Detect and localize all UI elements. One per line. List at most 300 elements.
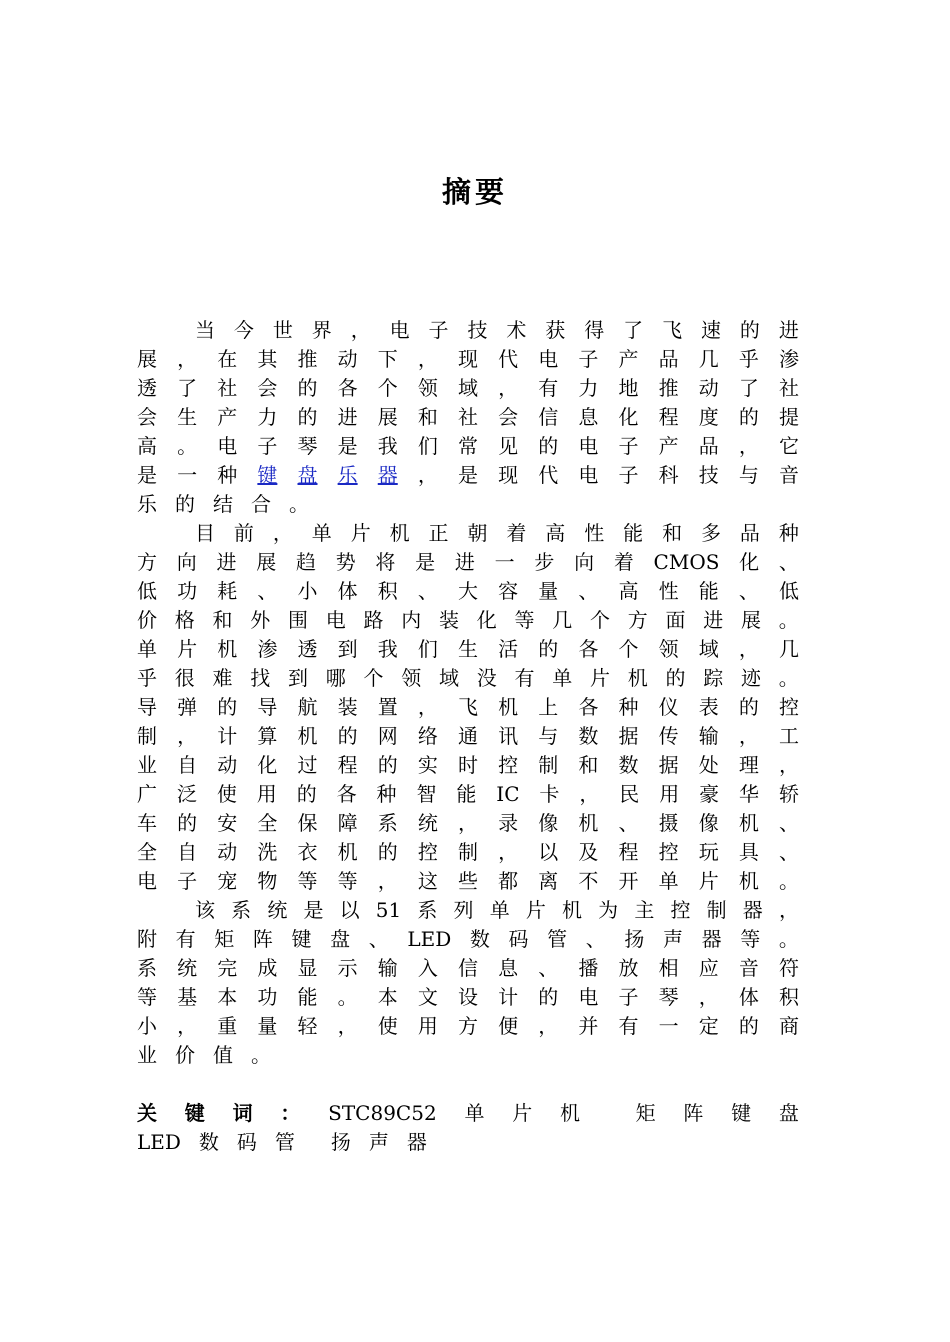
text-token: 会 <box>257 376 278 400</box>
text-token: 社 <box>779 376 799 400</box>
text-token: ， <box>337 1014 358 1038</box>
text-token: 一 <box>658 1014 679 1038</box>
text-token: 下 <box>377 347 398 371</box>
keyword-token: 管 <box>274 1130 295 1154</box>
text-token: 它 <box>779 434 799 458</box>
text-token: 系 <box>377 811 398 835</box>
text-token: IC <box>496 782 520 806</box>
text-token: 全 <box>137 840 157 864</box>
text-token: 到 <box>288 666 308 690</box>
text-token: ， <box>417 347 438 371</box>
text-token: 力 <box>578 376 599 400</box>
text-token: 讯 <box>498 724 519 748</box>
text-token: 动 <box>337 347 358 371</box>
text-token: 盘 <box>330 927 351 951</box>
text-token: 数 <box>618 753 639 777</box>
text-token: 种 <box>217 463 238 487</box>
text-token: 和 <box>578 753 599 777</box>
keyboard-instrument-link[interactable]: 乐 <box>337 463 358 487</box>
text-token: 片 <box>525 898 546 922</box>
keyword-token: 片 <box>512 1101 533 1125</box>
text-token: 推 <box>658 376 679 400</box>
text-token: 。 <box>251 1043 271 1067</box>
keyboard-instrument-link[interactable]: 键 <box>257 463 278 487</box>
text-token: ， <box>417 695 438 719</box>
text-token: 化 <box>476 608 497 632</box>
text-token: ， <box>350 318 371 342</box>
text-token: 们 <box>417 434 438 458</box>
text-token: 与 <box>538 724 559 748</box>
text-token: 、 <box>538 956 559 980</box>
text-token: 入 <box>417 956 438 980</box>
text-token: 几 <box>552 608 573 632</box>
text-token: 种 <box>778 521 799 545</box>
text-token: 理 <box>738 753 759 777</box>
text-token: 本 <box>377 985 398 1009</box>
text-token: 踪 <box>703 666 724 690</box>
keyword-token: 盘 <box>778 1101 799 1125</box>
text-token: 算 <box>257 724 278 748</box>
text-token: ， <box>417 463 438 487</box>
text-token: 合 <box>251 492 271 516</box>
text-token: 。 <box>289 492 309 516</box>
text-token: 以 <box>538 840 559 864</box>
text-token: 装 <box>439 608 459 632</box>
text-token: 代 <box>538 463 559 487</box>
keyword-token: 机 <box>560 1101 581 1125</box>
text-token: 衣 <box>297 840 318 864</box>
text-token: 输 <box>698 724 719 748</box>
text-token: 没 <box>476 666 497 690</box>
text-token: 本 <box>217 985 238 1009</box>
text-token: 个 <box>590 608 610 632</box>
keyword-token: 扬 <box>330 1130 351 1154</box>
text-token: 会 <box>137 405 157 429</box>
text-token: ， <box>738 434 759 458</box>
keywords-label: 关 <box>137 1101 157 1125</box>
text-token: 飞 <box>662 318 683 342</box>
text-token: 使 <box>216 782 237 806</box>
text-token: 将 <box>375 550 396 574</box>
text-line <box>137 925 799 954</box>
text-token: 系 <box>137 956 157 980</box>
text-line <box>137 403 799 432</box>
text-token: 开 <box>618 869 639 893</box>
text-token: 和 <box>212 608 233 632</box>
text-line <box>137 432 799 461</box>
text-token: 积 <box>377 579 398 603</box>
text-token: 我 <box>377 637 398 661</box>
keywords-label: 键 <box>184 1101 205 1125</box>
text-token: 相 <box>658 956 679 980</box>
keyword-token: STC89C52 <box>328 1101 437 1125</box>
text-token: 前 <box>233 521 254 545</box>
text-token: 宠 <box>217 869 238 893</box>
text-token: 世 <box>272 318 293 342</box>
text-token: 音 <box>738 956 759 980</box>
text-token: 、 <box>368 927 389 951</box>
text-token: 社 <box>458 405 478 429</box>
text-token: 的 <box>175 492 195 516</box>
text-token: ， <box>779 753 799 777</box>
keyboard-instrument-link[interactable]: 盘 <box>297 463 318 487</box>
text-token: 机 <box>562 898 583 922</box>
text-line <box>137 664 799 693</box>
text-token: 等 <box>740 927 761 951</box>
text-token: 我 <box>377 434 398 458</box>
text-token: 是 <box>415 550 436 574</box>
text-token: 性 <box>584 521 605 545</box>
text-token: 为 <box>598 898 619 922</box>
text-token: 体 <box>337 579 358 603</box>
text-token: 使 <box>377 1014 398 1038</box>
text-token: 泛 <box>176 782 197 806</box>
text-token: 很 <box>174 666 195 690</box>
text-token: 航 <box>297 695 318 719</box>
text-token: 用 <box>417 1014 438 1038</box>
text-token: 的 <box>738 405 759 429</box>
text-token: 这 <box>417 869 438 893</box>
text-token: 统 <box>417 811 438 835</box>
text-token: 都 <box>498 869 519 893</box>
text-line <box>137 722 799 751</box>
text-token: 仪 <box>658 695 679 719</box>
text-token: 是 <box>303 898 324 922</box>
text-token: 机 <box>738 811 759 835</box>
text-token: 透 <box>137 376 157 400</box>
text-token: 弹 <box>177 695 198 719</box>
text-token: 积 <box>779 985 799 1009</box>
text-line <box>137 693 799 722</box>
text-token: 小 <box>297 579 318 603</box>
text-token: 设 <box>458 985 478 1009</box>
text-token: 像 <box>538 811 559 835</box>
text-token: 围 <box>288 608 308 632</box>
text-token: 表 <box>698 695 719 719</box>
text-token: 得 <box>584 318 605 342</box>
text-token: 有 <box>618 1014 639 1038</box>
text-token: 音 <box>779 463 799 487</box>
text-token: 键 <box>291 927 312 951</box>
text-token: 的 <box>337 724 358 748</box>
text-token: 有 <box>514 666 535 690</box>
text-token: 传 <box>658 724 679 748</box>
text-token: 、 <box>578 579 599 603</box>
text-token: 动 <box>217 753 238 777</box>
text-token: 界 <box>311 318 332 342</box>
text-token: 示 <box>337 956 358 980</box>
text-token: 价 <box>175 1043 195 1067</box>
text-token: 、 <box>779 840 799 864</box>
text-token: 电 <box>217 434 238 458</box>
text-token: 量 <box>538 579 559 603</box>
text-token: 产 <box>618 347 639 371</box>
text-token: 通 <box>458 724 478 748</box>
text-token: 单 <box>311 521 332 545</box>
text-token: 今 <box>233 318 254 342</box>
text-token: 社 <box>217 376 238 400</box>
text-token: 矩 <box>214 927 235 951</box>
text-token: 度 <box>698 405 719 429</box>
page-title: 摘要 <box>441 175 508 209</box>
text-token: 价 <box>137 608 157 632</box>
text-token: 机 <box>578 811 599 835</box>
text-token: 是 <box>458 463 478 487</box>
text-token: 域 <box>439 666 459 690</box>
text-token: 高 <box>618 579 639 603</box>
text-line <box>137 954 799 983</box>
text-token: 摄 <box>658 811 679 835</box>
keyword-token: 声 <box>368 1130 389 1154</box>
text-token: 符 <box>779 956 799 980</box>
text-token: 路 <box>363 608 384 632</box>
text-token: 的 <box>538 637 559 661</box>
text-token: 迹 <box>741 666 761 690</box>
text-token: ， <box>538 1014 559 1038</box>
text-token: 力 <box>257 405 278 429</box>
text-token: 推 <box>297 347 318 371</box>
text-token: 些 <box>458 869 478 893</box>
keywords-line <box>137 1128 799 1157</box>
text-token: 飞 <box>458 695 478 719</box>
text-token: 领 <box>658 637 679 661</box>
text-token: 格 <box>174 608 195 632</box>
text-token: 进 <box>778 318 799 342</box>
text-token: 常 <box>458 434 478 458</box>
text-token: 应 <box>698 956 719 980</box>
text-token: ， <box>579 782 600 806</box>
text-token: 展 <box>377 405 398 429</box>
text-token: ， <box>272 521 293 545</box>
text-token: 数 <box>469 927 490 951</box>
text-token: 导 <box>137 695 157 719</box>
text-token: 方 <box>627 608 648 632</box>
text-token: 轻 <box>297 1014 318 1038</box>
text-token: 生 <box>177 405 198 429</box>
text-token: 机 <box>498 695 519 719</box>
abstract-body <box>137 316 799 1157</box>
text-token: 现 <box>498 463 519 487</box>
text-token: 子 <box>618 434 639 458</box>
text-token: 录 <box>498 811 519 835</box>
text-token: 乎 <box>137 666 157 690</box>
text-token: 量 <box>257 1014 278 1038</box>
text-token: 趋 <box>295 550 316 574</box>
text-token: 导 <box>257 695 278 719</box>
text-token: 低 <box>779 579 799 603</box>
text-token: 单 <box>489 898 510 922</box>
text-token: 、 <box>257 579 278 603</box>
keyword-token: 键 <box>731 1101 752 1125</box>
text-token: 机 <box>738 869 759 893</box>
text-token: 电 <box>578 985 599 1009</box>
text-token: 工 <box>779 724 799 748</box>
text-token: 面 <box>665 608 686 632</box>
text-token: 片 <box>350 521 371 545</box>
text-token: 种 <box>376 782 397 806</box>
text-line <box>137 896 799 925</box>
text-token: 进 <box>703 608 724 632</box>
text-token: 耗 <box>217 579 238 603</box>
text-token: 信 <box>538 405 559 429</box>
text-line <box>137 490 799 519</box>
text-token: 用 <box>659 782 680 806</box>
text-token: 。 <box>778 666 799 690</box>
text-token: 高 <box>137 434 157 458</box>
text-token: 内 <box>401 608 422 632</box>
keyboard-instrument-link[interactable]: 器 <box>377 463 398 487</box>
text-line <box>137 983 799 1012</box>
text-token: 、 <box>778 550 799 574</box>
text-token: 子 <box>428 318 449 342</box>
text-token: 地 <box>618 376 639 400</box>
text-token: 机 <box>627 666 648 690</box>
text-token: 离 <box>538 869 559 893</box>
text-line <box>137 1012 799 1041</box>
text-token: 轿 <box>778 782 799 806</box>
text-token: 该 <box>195 898 215 922</box>
text-token: 的 <box>297 376 318 400</box>
text-token: 难 <box>212 666 233 690</box>
text-token: 电 <box>389 318 410 342</box>
text-token: 各 <box>578 637 599 661</box>
text-token: 外 <box>250 608 271 632</box>
text-token: 主 <box>634 898 655 922</box>
keywords-label: 词 <box>232 1101 253 1125</box>
text-token: 装 <box>337 695 358 719</box>
text-token: 功 <box>177 579 198 603</box>
text-token: ， <box>698 985 719 1009</box>
text-token: 统 <box>177 956 198 980</box>
keyword-token: 器 <box>406 1130 427 1154</box>
text-token: 子 <box>257 434 278 458</box>
text-token: 处 <box>698 753 719 777</box>
text-token: 物 <box>257 869 278 893</box>
text-token: 、 <box>779 811 799 835</box>
text-token: 计 <box>498 985 519 1009</box>
text-token: ， <box>177 1014 198 1038</box>
text-token: 便 <box>498 1014 519 1038</box>
text-token: 展 <box>256 550 277 574</box>
text-token: 域 <box>698 637 719 661</box>
text-token: 系 <box>417 898 438 922</box>
text-token: 代 <box>498 347 519 371</box>
text-token: 透 <box>297 637 318 661</box>
text-line <box>137 606 799 635</box>
text-token: ， <box>778 898 799 922</box>
text-token: 实 <box>417 753 438 777</box>
text-token: 的 <box>377 753 398 777</box>
text-token: CMOS <box>653 550 720 574</box>
text-token: 码 <box>508 927 529 951</box>
text-token: 成 <box>257 956 278 980</box>
text-token: 程 <box>337 753 358 777</box>
text-token: 的 <box>665 666 686 690</box>
text-token: 动 <box>217 840 238 864</box>
text-token: 程 <box>658 405 679 429</box>
text-token: 在 <box>217 347 238 371</box>
text-token: 自 <box>177 753 198 777</box>
text-token: 其 <box>257 347 278 371</box>
text-token: 有 <box>538 376 559 400</box>
text-token: 重 <box>217 1014 238 1038</box>
text-token: LED <box>407 927 452 951</box>
text-token: 等 <box>337 869 358 893</box>
text-token: 能 <box>297 985 318 1009</box>
text-token: 智 <box>416 782 437 806</box>
text-token: 子 <box>618 463 639 487</box>
text-token: 安 <box>217 811 238 835</box>
text-token: ， <box>498 376 519 400</box>
text-line <box>137 461 799 490</box>
text-token: 器 <box>701 927 722 951</box>
text-token: 并 <box>578 1014 599 1038</box>
text-token: 定 <box>698 1014 719 1038</box>
text-line <box>137 577 799 606</box>
text-token: 到 <box>337 637 358 661</box>
text-token: 各 <box>336 782 357 806</box>
keyword-token: 阵 <box>683 1101 704 1125</box>
text-token: 术 <box>506 318 527 342</box>
text-token: 域 <box>458 376 478 400</box>
text-token: 阵 <box>252 927 273 951</box>
text-token: 完 <box>217 956 238 980</box>
text-line <box>137 519 799 548</box>
text-token: 程 <box>618 840 639 864</box>
text-token: 管 <box>547 927 568 951</box>
text-token: 了 <box>738 376 759 400</box>
text-token: 种 <box>618 695 639 719</box>
text-token: 大 <box>458 579 478 603</box>
text-token: 势 <box>335 550 356 574</box>
text-token: 获 <box>545 318 566 342</box>
text-token: 上 <box>538 695 559 719</box>
text-token: 化 <box>618 405 639 429</box>
text-token: 乎 <box>738 347 759 371</box>
text-token: 现 <box>458 347 478 371</box>
text-token: 制 <box>538 753 559 777</box>
text-token: 障 <box>337 811 358 835</box>
text-token: 和 <box>662 521 683 545</box>
text-token: 放 <box>618 956 639 980</box>
text-token: 体 <box>738 985 759 1009</box>
text-token: 列 <box>453 898 474 922</box>
text-token: 提 <box>779 405 799 429</box>
text-token: 领 <box>417 376 438 400</box>
text-token: 动 <box>698 376 719 400</box>
text-token: 几 <box>779 637 799 661</box>
text-token: 像 <box>698 811 719 835</box>
text-token: 系 <box>231 898 252 922</box>
keyword-token: 码 <box>236 1130 257 1154</box>
text-token: 据 <box>658 753 679 777</box>
text-token: 个 <box>377 376 398 400</box>
text-token: 一 <box>494 550 515 574</box>
text-line <box>137 345 799 374</box>
text-token: 控 <box>670 898 691 922</box>
text-token: 统 <box>267 898 288 922</box>
text-token: 。 <box>337 985 358 1009</box>
text-token: 。 <box>778 927 799 951</box>
text-line <box>137 867 799 896</box>
text-token: 活 <box>498 637 519 661</box>
keyword-token: 矩 <box>635 1101 656 1125</box>
text-token: 器 <box>742 898 763 922</box>
text-token: 见 <box>498 434 519 458</box>
text-token: 电 <box>578 434 599 458</box>
text-token: 业 <box>137 1043 157 1067</box>
spacer <box>137 1070 799 1099</box>
